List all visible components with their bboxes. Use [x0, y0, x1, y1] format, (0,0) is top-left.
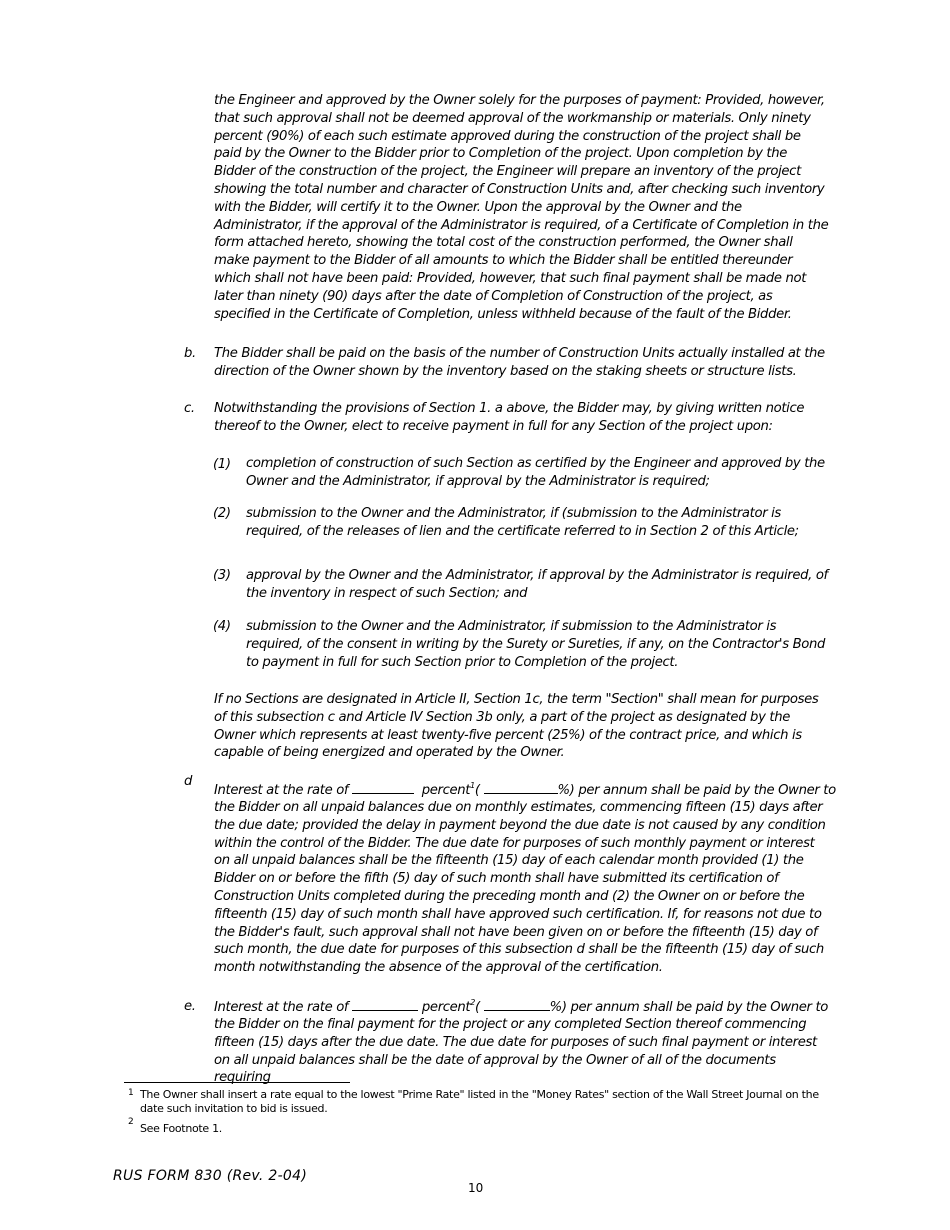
item-e-lead: Interest at the rate of — [214, 1000, 349, 1015]
subitem-1-text: completion of construction of such Section as certified by the Engineer and approved by the Owner and the Administrator, if approval by the Administrator is required; — [246, 456, 825, 489]
item-d-first-line — [214, 781, 844, 800]
subitem-1-marker: (1) — [213, 457, 231, 472]
footnote-1-number: 1 — [128, 1088, 134, 1098]
footnote-2-text: See Footnote 1. — [140, 1122, 222, 1135]
footnote-ref-1[interactable]: 1 — [470, 781, 475, 790]
item-d-percent-word: percent — [421, 783, 471, 798]
form-label: RUS FORM 830 (Rev. 2-04) — [113, 1168, 308, 1184]
intro-paragraph: the Engineer and approved by the Owner solely for the purposes of payment: Provided, however, that such approval shall not be deemed approval of the workmanship or materials. Only ninety percent (90%) of each such estimate approved during the construction of the project shall be paid by the Owner to the Bidder prior to Completion of the project. Upon completion by the Bidder of the construction of the project, the Engineer will prepare an inventory of the project showing the total number and character of Construction Units and, after checking such inventory with the Bidder, will certify it to the Owner. Upon the approval by the Owner and the Administrator, if the approval of the Administrator is required, of a Certificate of Completion in the form attached hereto, showing the total cost of the construction performed, the Owner shall make payment to the Bidder of all amounts to which the Bidder shall be entitled thereunder which shall not have been paid: Provided, however, that such final payment shall be made not later than ninety (90) days after the date of Completion of Construction of the project, as specified in the Certificate of Completion, unless withheld because of the fault of the Bidder. — [214, 93, 829, 322]
rate-blank-d[interactable] — [352, 781, 414, 794]
subitem-4-text: submission to the Owner and the Administrator, if submission to the Administrator is required, of the consent in writing by the Surety or Sureties, if any, on the Contractor's Bond to payment in full for such Section prior to Completion of the project. — [246, 619, 826, 670]
item-d-marker: d — [184, 774, 193, 789]
subitem-3-marker: (3) — [213, 568, 231, 583]
item-c-closing: If no Sections are designated in Article II, Section 1c, the term "Section" shall mean for purposes of this subsection c and Article IV Section 3b only, a part of the project as designated by the Owner which represents at least twenty-five percent (25%) of the contract price, and which is capable of being energized and operated by the Owner. — [214, 692, 819, 761]
footnote-1-text: The Owner shall insert a rate equal to the lowest "Prime Rate" listed in the "Money Rates" section of the Wall Street Journal on the date such invitation to bid is issued. — [140, 1088, 819, 1115]
footnote-divider — [124, 1082, 350, 1083]
subitem-4-marker: (4) — [213, 619, 231, 634]
item-b-text: The Bidder shall be paid on the basis of the number of Construction Units actually installed at the direction of the Owner shown by the inventory based on the staking sheets or structure lists. — [214, 346, 825, 379]
item-b-marker: b. — [184, 346, 196, 361]
item-c-marker: c. — [184, 401, 195, 416]
footnote-ref-2[interactable]: 2 — [470, 998, 476, 1007]
subitem-2-marker: (2) — [213, 506, 231, 521]
item-e-text: the Bidder on the final payment for the project or any completed Section thereof commencing fifteen (15) days after the due date. The due date for purposes of such final payment or interest on all unpaid balances shall be the date of approval by the Owner of all of the documents requiring — [214, 1017, 817, 1086]
percent-blank-e[interactable] — [484, 998, 550, 1011]
subitem-2-text: submission to the Owner and the Administrator, if (submission to the Administrator is required, of the releases of lien and the certificate referred to in Section 2 of this Article; — [246, 506, 799, 539]
item-e-marker: e. — [184, 999, 196, 1014]
item-e-open-paren: ( — [475, 1000, 480, 1015]
item-e-pct-close: %) per annum shall be paid by the Owner to — [549, 1000, 828, 1015]
percent-blank-d[interactable] — [484, 781, 558, 794]
item-e-first-line — [214, 998, 844, 1017]
item-d-pct-close: %) per annum shall be paid by the Owner to — [557, 783, 836, 798]
page-number: 10 — [468, 1181, 484, 1195]
item-d-open-paren: ( — [474, 783, 480, 798]
rate-blank-e[interactable] — [352, 998, 418, 1011]
footnote-2-number: 2 — [128, 1117, 134, 1127]
item-e-percent-word: percent — [421, 1000, 471, 1015]
subitem-3-text: approval by the Owner and the Administrator, if approval by the Administrator is required, of the inventory in respect of such Section; and — [246, 568, 828, 601]
item-c-text: Notwithstanding the provisions of Section 1. a above, the Bidder may, by giving written notice thereof to the Owner, elect to receive payment in full for any Section of the project upon: — [214, 401, 805, 434]
item-d-text: the Bidder on all unpaid balances due on monthly estimates, commencing fifteen (15) days after the due date; provided the delay in payment beyond the due date is not caused by any condition within the control of the Bidder. The due date for purposes of such monthly payment or interest on all unpaid balances shall be the fifteenth (15) day of each calendar month provided (1) the Bidder on or before the fifth (5) day of such month shall have submitted its certification of Construction Units completed during the preceding month and (2) the Owner on or before the fifteenth (15) day of such month shall have approved such certification. If, for reasons not due to the Bidder's fault, such approval shall not have been given on or before the fifteenth (15) day of such month, the due date for purposes of this subsection d shall be the fifteenth (15) day of such month notwithstanding the absence of the approval of the certification. — [214, 800, 826, 976]
item-d-lead: Interest at the rate of — [214, 783, 349, 798]
